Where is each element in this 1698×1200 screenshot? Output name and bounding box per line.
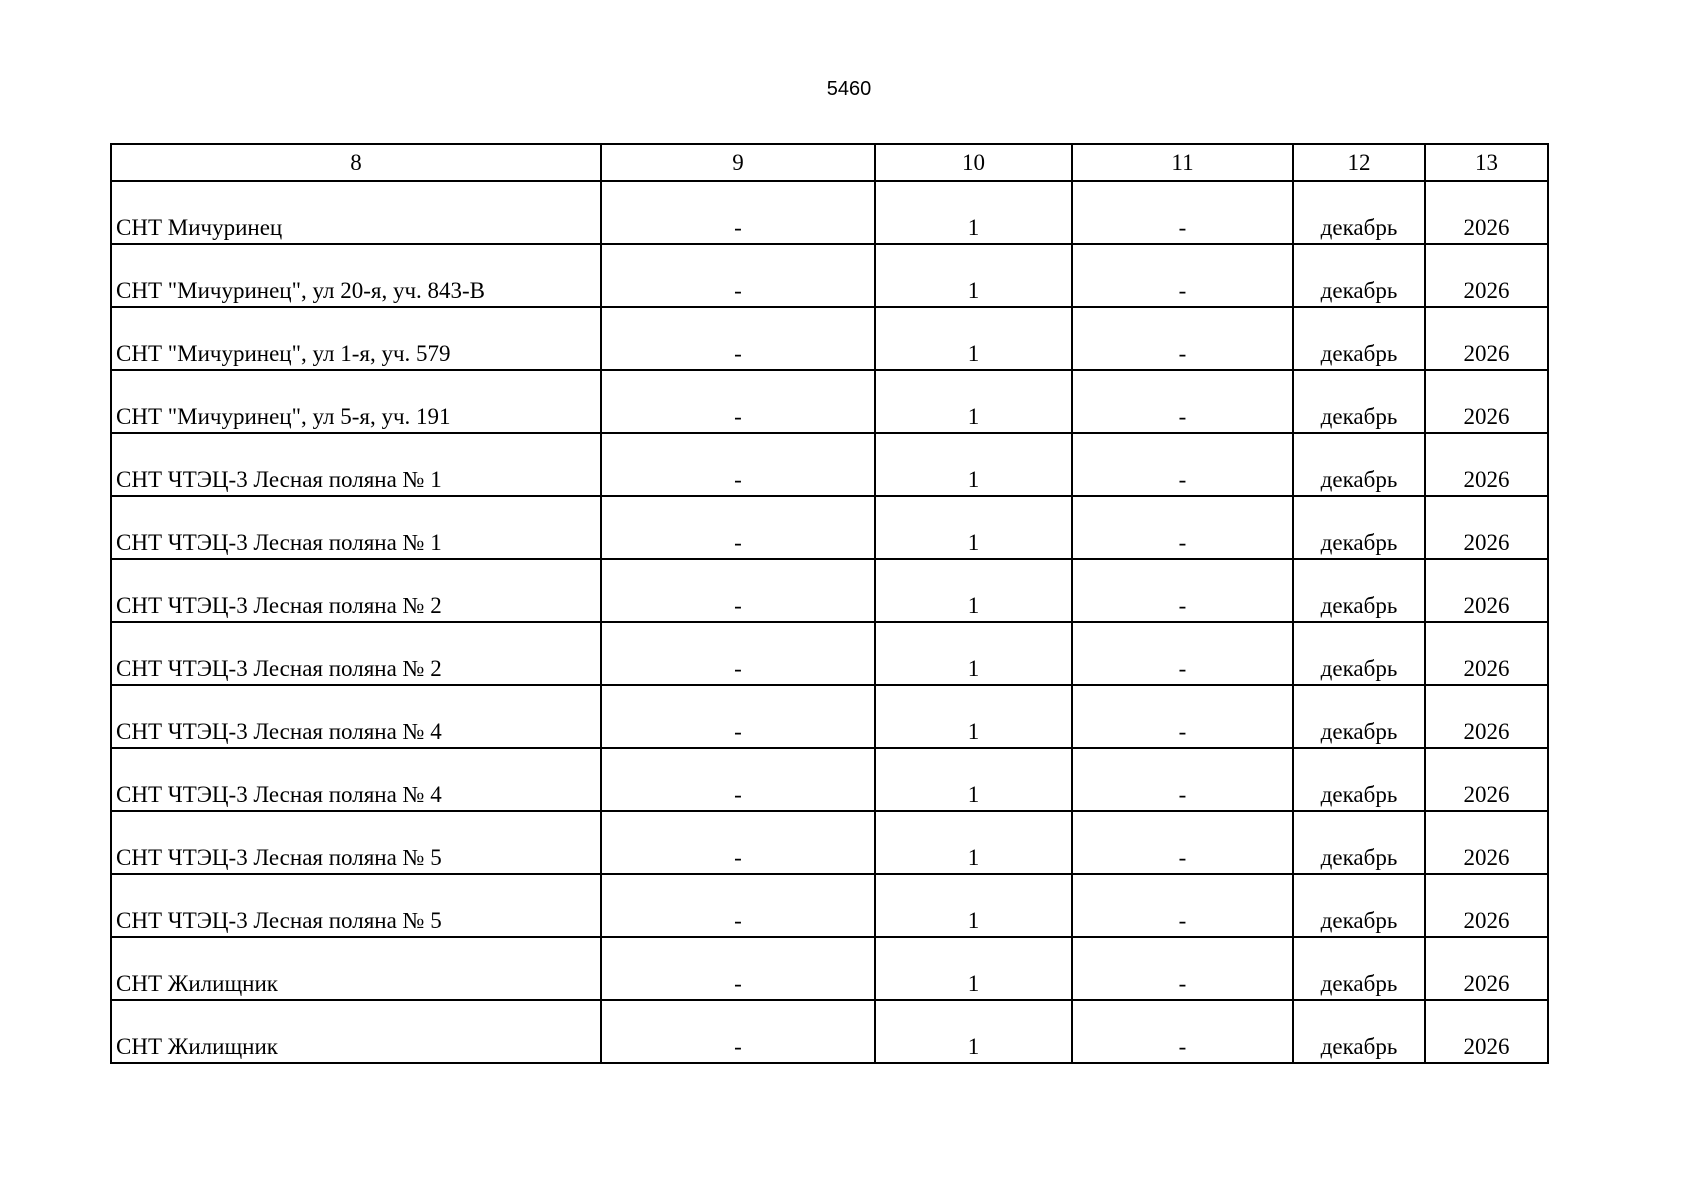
- col10-cell: 1: [875, 496, 1072, 559]
- col11-cell: -: [1072, 496, 1293, 559]
- table-row: [111, 559, 1548, 622]
- header-col-8: 8: [111, 144, 601, 181]
- col11-cell: -: [1072, 874, 1293, 937]
- name-cell: СНТ Жилищник: [111, 1000, 601, 1063]
- col9-cell: -: [601, 433, 875, 496]
- col11-cell: -: [1072, 622, 1293, 685]
- month-cell: декабрь: [1293, 370, 1425, 433]
- table-row: [111, 181, 1548, 244]
- year-cell: 2026: [1425, 937, 1548, 1000]
- col11-cell: -: [1072, 748, 1293, 811]
- name-cell: СНТ ЧТЭЦ-3 Лесная поляна № 1: [111, 433, 601, 496]
- year-cell: 2026: [1425, 433, 1548, 496]
- header-col-10: 10: [875, 144, 1072, 181]
- name-cell: СНТ Жилищник: [111, 937, 601, 1000]
- month-cell: декабрь: [1293, 1000, 1425, 1063]
- table-header-row: [111, 144, 1548, 181]
- col11-cell: -: [1072, 559, 1293, 622]
- name-cell: СНТ ЧТЭЦ-3 Лесная поляна № 2: [111, 622, 601, 685]
- year-cell: 2026: [1425, 496, 1548, 559]
- table-body: [111, 181, 1548, 1063]
- col10-cell: 1: [875, 622, 1072, 685]
- header-col-11: 11: [1072, 144, 1293, 181]
- month-cell: декабрь: [1293, 811, 1425, 874]
- name-cell: СНТ ЧТЭЦ-3 Лесная поляна № 4: [111, 748, 601, 811]
- table-row: [111, 874, 1548, 937]
- table-row: [111, 685, 1548, 748]
- col9-cell: -: [601, 559, 875, 622]
- col10-cell: 1: [875, 181, 1072, 244]
- year-cell: 2026: [1425, 1000, 1548, 1063]
- table-row: [111, 433, 1548, 496]
- table-row: [111, 937, 1548, 1000]
- month-cell: декабрь: [1293, 307, 1425, 370]
- data-table: [110, 143, 1549, 1064]
- name-cell: СНТ ЧТЭЦ-3 Лесная поляна № 5: [111, 811, 601, 874]
- name-cell: СНТ ЧТЭЦ-3 Лесная поляна № 5: [111, 874, 601, 937]
- col9-cell: -: [601, 1000, 875, 1063]
- col10-cell: 1: [875, 1000, 1072, 1063]
- month-cell: декабрь: [1293, 622, 1425, 685]
- year-cell: 2026: [1425, 874, 1548, 937]
- name-cell: СНТ "Мичуринец", ул 5-я, уч. 191: [111, 370, 601, 433]
- month-cell: декабрь: [1293, 748, 1425, 811]
- name-cell: СНТ ЧТЭЦ-3 Лесная поляна № 1: [111, 496, 601, 559]
- col10-cell: 1: [875, 748, 1072, 811]
- name-cell: СНТ ЧТЭЦ-3 Лесная поляна № 4: [111, 685, 601, 748]
- col10-cell: 1: [875, 244, 1072, 307]
- year-cell: 2026: [1425, 622, 1548, 685]
- header-col-12: 12: [1293, 144, 1425, 181]
- col11-cell: -: [1072, 1000, 1293, 1063]
- col9-cell: -: [601, 622, 875, 685]
- table-row: [111, 1000, 1548, 1063]
- col10-cell: 1: [875, 370, 1072, 433]
- col9-cell: -: [601, 811, 875, 874]
- month-cell: декабрь: [1293, 496, 1425, 559]
- col10-cell: 1: [875, 307, 1072, 370]
- col10-cell: 1: [875, 811, 1072, 874]
- col11-cell: -: [1072, 937, 1293, 1000]
- year-cell: 2026: [1425, 181, 1548, 244]
- header-col-13: 13: [1425, 144, 1548, 181]
- name-cell: СНТ Мичуринец: [111, 181, 601, 244]
- table-row: [111, 496, 1548, 559]
- year-cell: 2026: [1425, 748, 1548, 811]
- col11-cell: -: [1072, 811, 1293, 874]
- col11-cell: -: [1072, 433, 1293, 496]
- month-cell: декабрь: [1293, 685, 1425, 748]
- col10-cell: 1: [875, 433, 1072, 496]
- year-cell: 2026: [1425, 685, 1548, 748]
- table-row: [111, 307, 1548, 370]
- col11-cell: -: [1072, 370, 1293, 433]
- col9-cell: -: [601, 307, 875, 370]
- month-cell: декабрь: [1293, 559, 1425, 622]
- col11-cell: -: [1072, 181, 1293, 244]
- year-cell: 2026: [1425, 811, 1548, 874]
- month-cell: декабрь: [1293, 874, 1425, 937]
- table-row: [111, 244, 1548, 307]
- table-row: [111, 811, 1548, 874]
- year-cell: 2026: [1425, 559, 1548, 622]
- year-cell: 2026: [1425, 307, 1548, 370]
- name-cell: СНТ ЧТЭЦ-3 Лесная поляна № 2: [111, 559, 601, 622]
- month-cell: декабрь: [1293, 433, 1425, 496]
- col10-cell: 1: [875, 874, 1072, 937]
- table-row: [111, 622, 1548, 685]
- col10-cell: 1: [875, 937, 1072, 1000]
- col9-cell: -: [601, 496, 875, 559]
- col9-cell: -: [601, 937, 875, 1000]
- page-number: 5460: [826, 78, 872, 100]
- col10-cell: 1: [875, 559, 1072, 622]
- col10-cell: 1: [875, 685, 1072, 748]
- col9-cell: -: [601, 244, 875, 307]
- col9-cell: -: [601, 685, 875, 748]
- table-row: [111, 370, 1548, 433]
- name-cell: СНТ "Мичуринец", ул 20-я, уч. 843-В: [111, 244, 601, 307]
- name-cell: СНТ "Мичуринец", ул 1-я, уч. 579: [111, 307, 601, 370]
- col9-cell: -: [601, 181, 875, 244]
- year-cell: 2026: [1425, 370, 1548, 433]
- col11-cell: -: [1072, 685, 1293, 748]
- col9-cell: -: [601, 874, 875, 937]
- month-cell: декабрь: [1293, 937, 1425, 1000]
- col9-cell: -: [601, 748, 875, 811]
- year-cell: 2026: [1425, 244, 1548, 307]
- month-cell: декабрь: [1293, 181, 1425, 244]
- month-cell: декабрь: [1293, 244, 1425, 307]
- header-col-9: 9: [601, 144, 875, 181]
- col9-cell: -: [601, 370, 875, 433]
- col11-cell: -: [1072, 307, 1293, 370]
- col11-cell: -: [1072, 244, 1293, 307]
- table-row: [111, 748, 1548, 811]
